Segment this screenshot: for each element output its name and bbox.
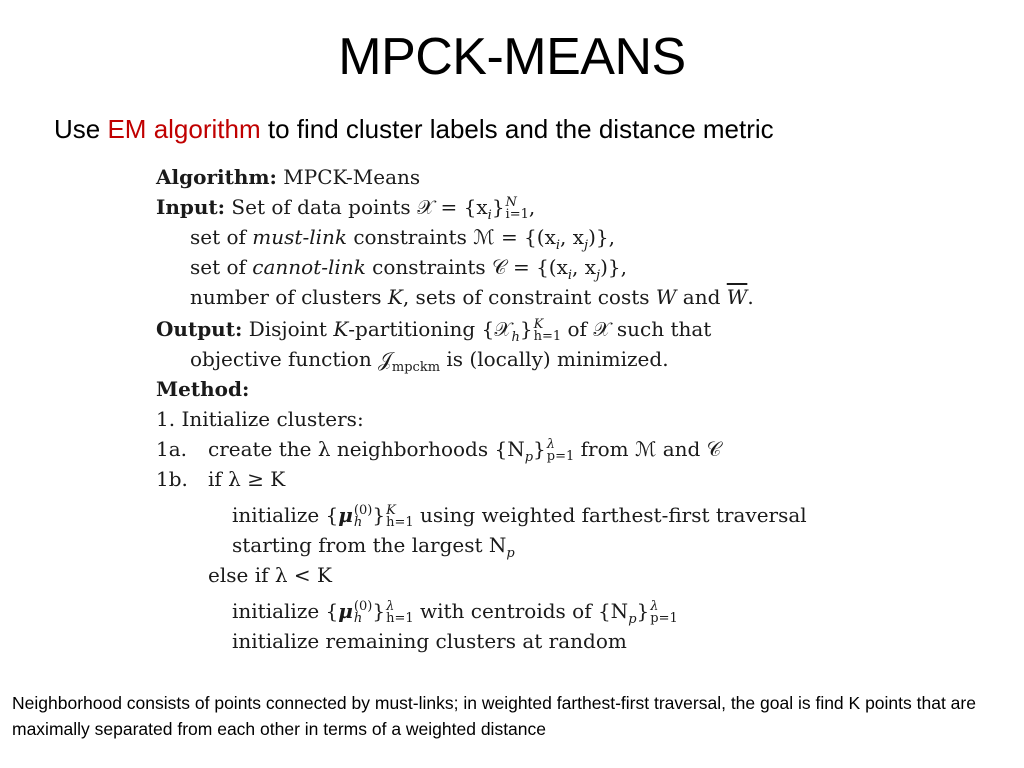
output-1-sup: K [533, 316, 544, 332]
subtitle-highlight: EM algorithm [107, 114, 261, 144]
algo-line-else [208, 560, 332, 590]
input-3-mid: , x [572, 255, 597, 279]
input-4-w: W [655, 285, 677, 309]
algorithm-name: MPCK-Means [283, 165, 421, 189]
step-1a-limits [546, 436, 575, 464]
input-1-limits [505, 194, 529, 222]
input-2-s1: i [555, 238, 561, 253]
algo-line-output-1 [156, 314, 711, 344]
init-1-mu-limits [353, 502, 373, 530]
step-1a-subscript: p=1 [546, 448, 575, 464]
algo-line-input-4 [190, 282, 754, 312]
input-4-mid: , sets of constraint costs [402, 285, 656, 309]
input-3-end: )}, [600, 255, 627, 279]
output-1-pre: Disjoint [248, 317, 334, 341]
subtitle-pre: Use [54, 114, 108, 144]
init-3-mu-sup: (0) [353, 598, 373, 614]
algo-line-step-1 [156, 404, 364, 434]
output-1-post: of 𝒳 such that [561, 317, 712, 341]
method-label: Method: [156, 377, 250, 401]
algo-line-input-1 [156, 192, 535, 222]
init-1-limits [386, 502, 414, 530]
step-1a-num: 1a. [156, 437, 188, 461]
input-2-em: must-link [252, 225, 347, 249]
init-3-mu: μ [338, 599, 353, 623]
init-3-sub: p [628, 612, 637, 627]
subtitle-post: to find cluster labels and the distance metric [260, 114, 774, 144]
output-1-k: K [333, 317, 349, 341]
init-3-pre: initialize { [232, 599, 339, 623]
step-1a-post: from ℳ and 𝒞 [574, 437, 722, 461]
slide-title: MPCK-MEANS [338, 28, 686, 86]
input-1-comma: , [528, 195, 536, 219]
input-2-pre: set of [190, 225, 253, 249]
input-2-end: )}, [588, 225, 615, 249]
init-1-brace: } [372, 503, 386, 527]
footnote: Neighborhood consists of points connected by must-links; in weighted farthest-first traversal, the goal is find K points that are maximally separated from each other in terms of a weighted distance [12, 693, 976, 739]
init-3-subscript: h=1 [386, 610, 414, 626]
input-2-mid: , x [560, 225, 585, 249]
input-4-k: K [387, 285, 403, 309]
algo-line-init-1 [232, 500, 807, 530]
step-1b-num: 1b. [156, 467, 188, 491]
step-1a-brace: } [533, 437, 546, 461]
algo-line-step-1b [156, 464, 285, 494]
algo-line-title [156, 162, 420, 192]
input-label: Input: [156, 195, 226, 219]
input-1-subscript: i=1 [505, 206, 529, 222]
init-3-sup-2: λ [650, 598, 659, 614]
input-3-s1: i [567, 268, 573, 283]
input-3-em: cannot-link [252, 255, 366, 279]
input-4-and: and [676, 285, 727, 309]
input-3-pre: set of [190, 255, 253, 279]
output-2-post: is (locally) minimized. [440, 347, 669, 371]
output-2-pre: objective function 𝒥 [190, 347, 392, 371]
algo-line-method [156, 374, 249, 404]
init-3-subscript-2: p=1 [650, 610, 678, 626]
output-1-limits [533, 316, 562, 344]
input-1-sub: i [487, 208, 492, 223]
init-3-limits-2 [650, 598, 678, 626]
output-1-mid: -partitioning {𝒳 [348, 317, 512, 341]
input-1-brace: } [491, 195, 505, 219]
input-4-wbar: $\overline{W}$ [726, 285, 748, 309]
input-2-post: constraints ℳ = {(x [347, 225, 556, 249]
output-1-sub: h [511, 330, 520, 345]
init-1-subscript: h=1 [386, 514, 414, 530]
input-4-end: . [747, 285, 754, 309]
init-3-mu-sub: h [353, 610, 363, 626]
input-3-s2: j [596, 268, 601, 283]
step-1a-sup: λ [546, 436, 556, 452]
init-2-pre: starting from the largest N [232, 533, 507, 557]
input-3-post: constraints 𝒞 = {(x [365, 255, 568, 279]
algo-line-step-1a [156, 434, 721, 464]
input-1-text: Set of data points 𝒳 = {x [231, 195, 488, 219]
input-2-s2: j [584, 238, 589, 253]
init-2-sub: p [506, 546, 515, 561]
init-1-pre: initialize { [232, 503, 339, 527]
output-1-subscript: h=1 [533, 328, 562, 344]
init-1-mu-sup: (0) [353, 502, 373, 518]
init-3-mid: with centroids of {N [413, 599, 629, 623]
output-label: Output: [156, 317, 243, 341]
init-3-brace2: } [636, 599, 650, 623]
init-1-post: using weighted farthest-first traversal [413, 503, 807, 527]
algo-line-init-3 [232, 596, 678, 626]
algo-line-input-2 [190, 222, 615, 252]
input-4-pre: number of clusters [190, 285, 388, 309]
algo-line-output-2 [190, 344, 669, 374]
init-3-sup: λ [386, 598, 395, 614]
step-1-text: 1. Initialize clusters: [156, 407, 364, 431]
algo-line-init-4 [232, 626, 627, 656]
init-1-mu-sub: h [353, 514, 363, 530]
init-3-limits [386, 598, 414, 626]
slide-subtitle [54, 112, 994, 146]
algo-line-init-2 [232, 530, 515, 560]
init-3-mu-limits [353, 598, 373, 626]
output-1-brace: } [519, 317, 533, 341]
algorithm-label: Algorithm: [156, 165, 277, 189]
init-1-sup: K [386, 502, 396, 518]
init-1-mu: μ [338, 503, 353, 527]
init-4-text: initialize remaining clusters at random [232, 629, 627, 653]
algo-line-input-3 [190, 252, 627, 282]
step-1a-pre: create the λ neighborhoods {N [208, 437, 525, 461]
step-1a-sub: p [524, 450, 534, 465]
init-3-brace: } [372, 599, 386, 623]
else-text: else if λ < K [208, 563, 332, 587]
input-1-sup: N [505, 194, 517, 210]
output-2-sub: mpckm [391, 360, 441, 375]
step-1b-text: if λ ≥ K [208, 467, 286, 491]
